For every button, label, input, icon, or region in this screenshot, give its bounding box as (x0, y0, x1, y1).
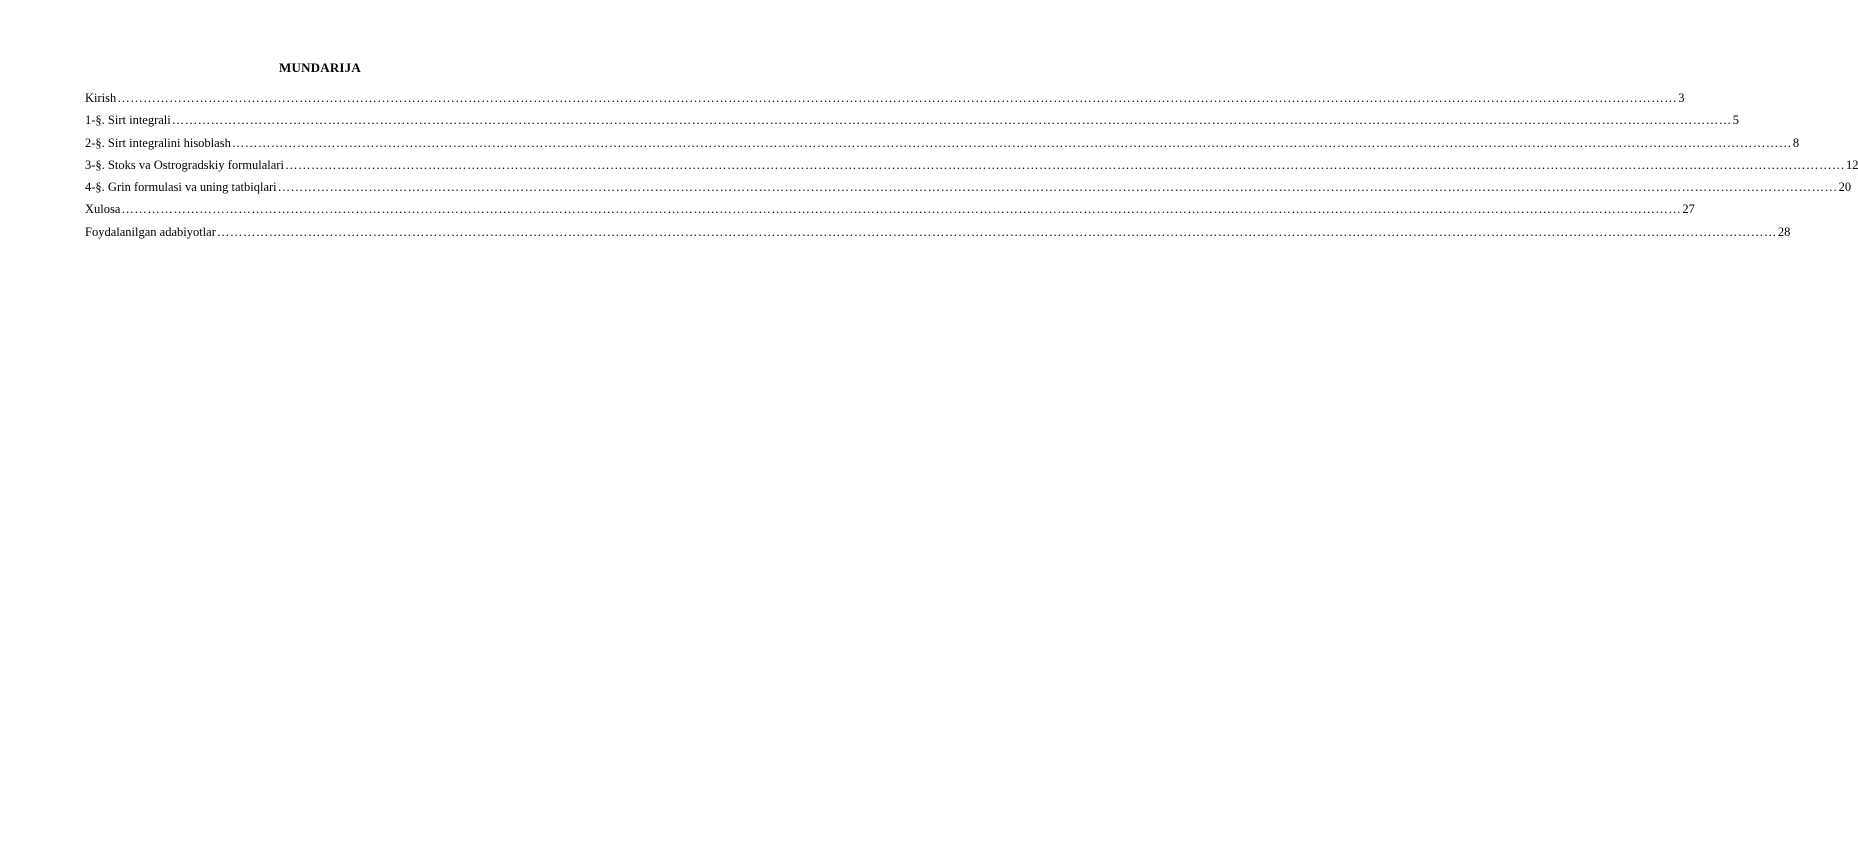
toc-entry-label: 4-§. Grin formulasi va uning tatbiqlari (85, 180, 277, 195)
toc-entry-page: 20 (1838, 180, 1852, 195)
toc-leader-dots: ……………………………………………………………………………………………………………………………………………………………………………………………………………………………………………………………………………………………………………………………… (277, 180, 1838, 195)
toc-entry-label: Xulosa (85, 202, 121, 217)
toc-entry-page: 5 (1732, 113, 1739, 128)
toc-entry-page: 28 (1777, 224, 1791, 239)
toc-entry-label: 1-§. Sirt integrali (85, 113, 171, 128)
toc-entry-page: 8 (1792, 135, 1800, 150)
toc-leader-dots: ……………………………………………………………………………………………………………………………………………………………………………………………………………………………………………………………………………………………………………………………… (121, 202, 1682, 217)
toc-entry (85, 113, 1739, 135)
toc-entry-label: Foydalanilgan adabiyotlar (85, 224, 216, 239)
toc-entry (85, 157, 1858, 180)
toc-entry (85, 135, 1800, 158)
toc-entry-label: 3-§. Stoks va Ostrogradskiy formulalari (85, 157, 284, 172)
toc-entry-page: 12 (1845, 157, 1858, 172)
table-of-contents (85, 91, 1858, 247)
toc-entry-page: 27 (1682, 202, 1695, 217)
toc-entry (85, 91, 1685, 113)
toc-title: MUNDARIJA (279, 60, 361, 75)
toc-leader-dots: ……………………………………………………………………………………………………………………………………………………………………………………………………………………………………………………………………………………………………………………………… (171, 113, 1732, 128)
toc-entry-label: Kirish (85, 91, 117, 105)
toc-entry (85, 180, 1852, 202)
toc-leader-dots: ……………………………………………………………………………………………………………………………………………………………………………………………………………………………………………………………………………………………………………………………… (231, 135, 1792, 150)
toc-leader-dots: ……………………………………………………………………………………………………………………………………………………………………………………………………………………………………………………………………………………………………………………………… (284, 157, 1845, 172)
toc-entry-page: 3 (1678, 91, 1685, 105)
toc-entry-label: 2-§. Sirt integralini hisoblash (85, 135, 231, 150)
toc-entry (85, 202, 1695, 224)
toc-leader-dots: ……………………………………………………………………………………………………………………………………………………………………………………………………………………………………………………………………………………………………………………………… (216, 224, 1777, 239)
toc-entry (85, 224, 1791, 247)
toc-leader-dots: ……………………………………………………………………………………………………………………………………………………………………………………………………………………………………………………………………………………………………………………………… (117, 91, 1678, 105)
